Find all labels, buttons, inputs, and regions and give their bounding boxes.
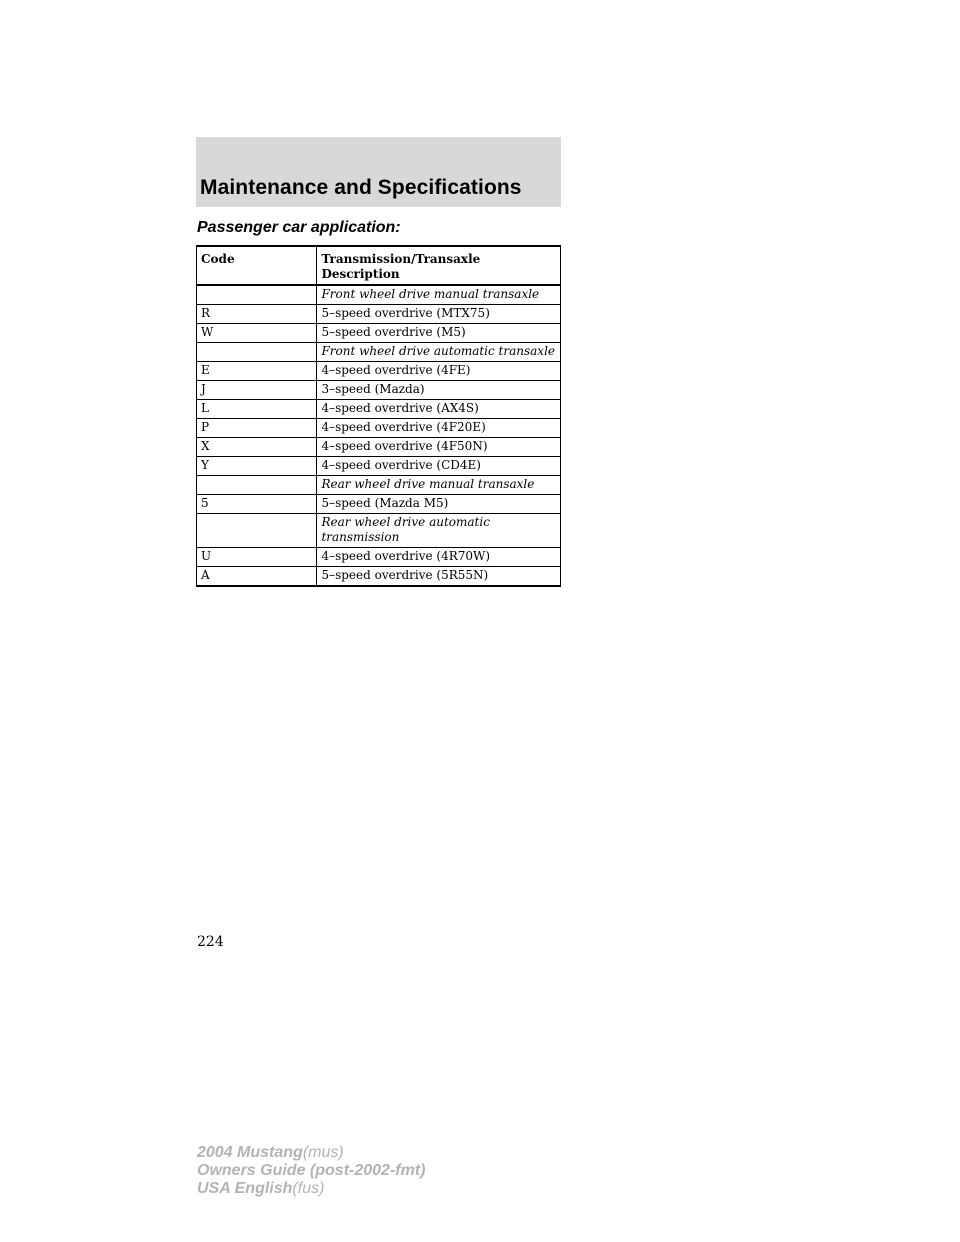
description-cell: 4–speed overdrive (4R70W) (317, 548, 561, 567)
code-cell (197, 343, 317, 362)
code-cell: L (197, 400, 317, 419)
description-cell: 4–speed overdrive (4FE) (317, 362, 561, 381)
table-subheading-row (197, 343, 561, 362)
table-row (197, 457, 561, 476)
table-row (197, 567, 561, 587)
footer-line (197, 1144, 425, 1162)
subheading-cell: Front wheel drive manual transaxle (317, 285, 561, 305)
table-body (197, 285, 561, 586)
table-subheading-row (197, 476, 561, 495)
footer-language-code: (fus) (292, 1180, 325, 1197)
description-cell: 4–speed overdrive (AX4S) (317, 400, 561, 419)
code-cell: P (197, 419, 317, 438)
footer-model: 2004 Mustang (197, 1144, 303, 1161)
subheading-cell: Front wheel drive automatic transaxle (317, 343, 561, 362)
code-cell: Y (197, 457, 317, 476)
code-cell: E (197, 362, 317, 381)
footer-line (197, 1180, 425, 1198)
table-subheading-row (197, 285, 561, 305)
footer-language: USA English (197, 1180, 293, 1197)
description-cell: 4–speed overdrive (4F50N) (317, 438, 561, 457)
code-cell (197, 514, 317, 548)
table-row (197, 400, 561, 419)
description-cell: 5–speed (Mazda M5) (317, 495, 561, 514)
description-cell: 4–speed overdrive (4F20E) (317, 419, 561, 438)
description-cell: 5–speed overdrive (5R55N) (317, 567, 561, 587)
footer-line (197, 1162, 425, 1180)
chapter-title: Maintenance and Specifications (200, 176, 522, 199)
description-cell: 4–speed overdrive (CD4E) (317, 457, 561, 476)
table-row (197, 381, 561, 400)
footer-model-code: (mus) (302, 1144, 344, 1161)
code-cell: J (197, 381, 317, 400)
subheading-cell: Rear wheel drive manual transaxle (317, 476, 561, 495)
code-cell: U (197, 548, 317, 567)
description-cell: 5–speed overdrive (MTX75) (317, 305, 561, 324)
table-row (197, 362, 561, 381)
code-cell: W (197, 324, 317, 343)
table-subheading-row (197, 514, 561, 548)
code-cell: A (197, 567, 317, 587)
code-cell (197, 476, 317, 495)
document-footer (197, 1144, 425, 1198)
table-row (197, 305, 561, 324)
table-row (197, 419, 561, 438)
table-header-row (197, 246, 561, 285)
transmission-code-table (196, 245, 561, 587)
description-cell: 5–speed overdrive (M5) (317, 324, 561, 343)
footer-guide: Owners Guide (post-2002-fmt) (197, 1162, 426, 1179)
code-cell: X (197, 438, 317, 457)
section-title: Passenger car application: (197, 219, 401, 236)
subheading-cell: Rear wheel drive automatic transmission (317, 514, 561, 548)
table-row (197, 324, 561, 343)
table-row (197, 495, 561, 514)
table-row (197, 438, 561, 457)
description-cell: 3–speed (Mazda) (317, 381, 561, 400)
page-number: 224 (197, 934, 224, 950)
code-cell: R (197, 305, 317, 324)
code-cell: 5 (197, 495, 317, 514)
code-cell (197, 285, 317, 305)
column-header-code: Code (197, 246, 317, 285)
column-header-description: Transmission/Transaxle Description (317, 246, 561, 285)
table-row (197, 548, 561, 567)
